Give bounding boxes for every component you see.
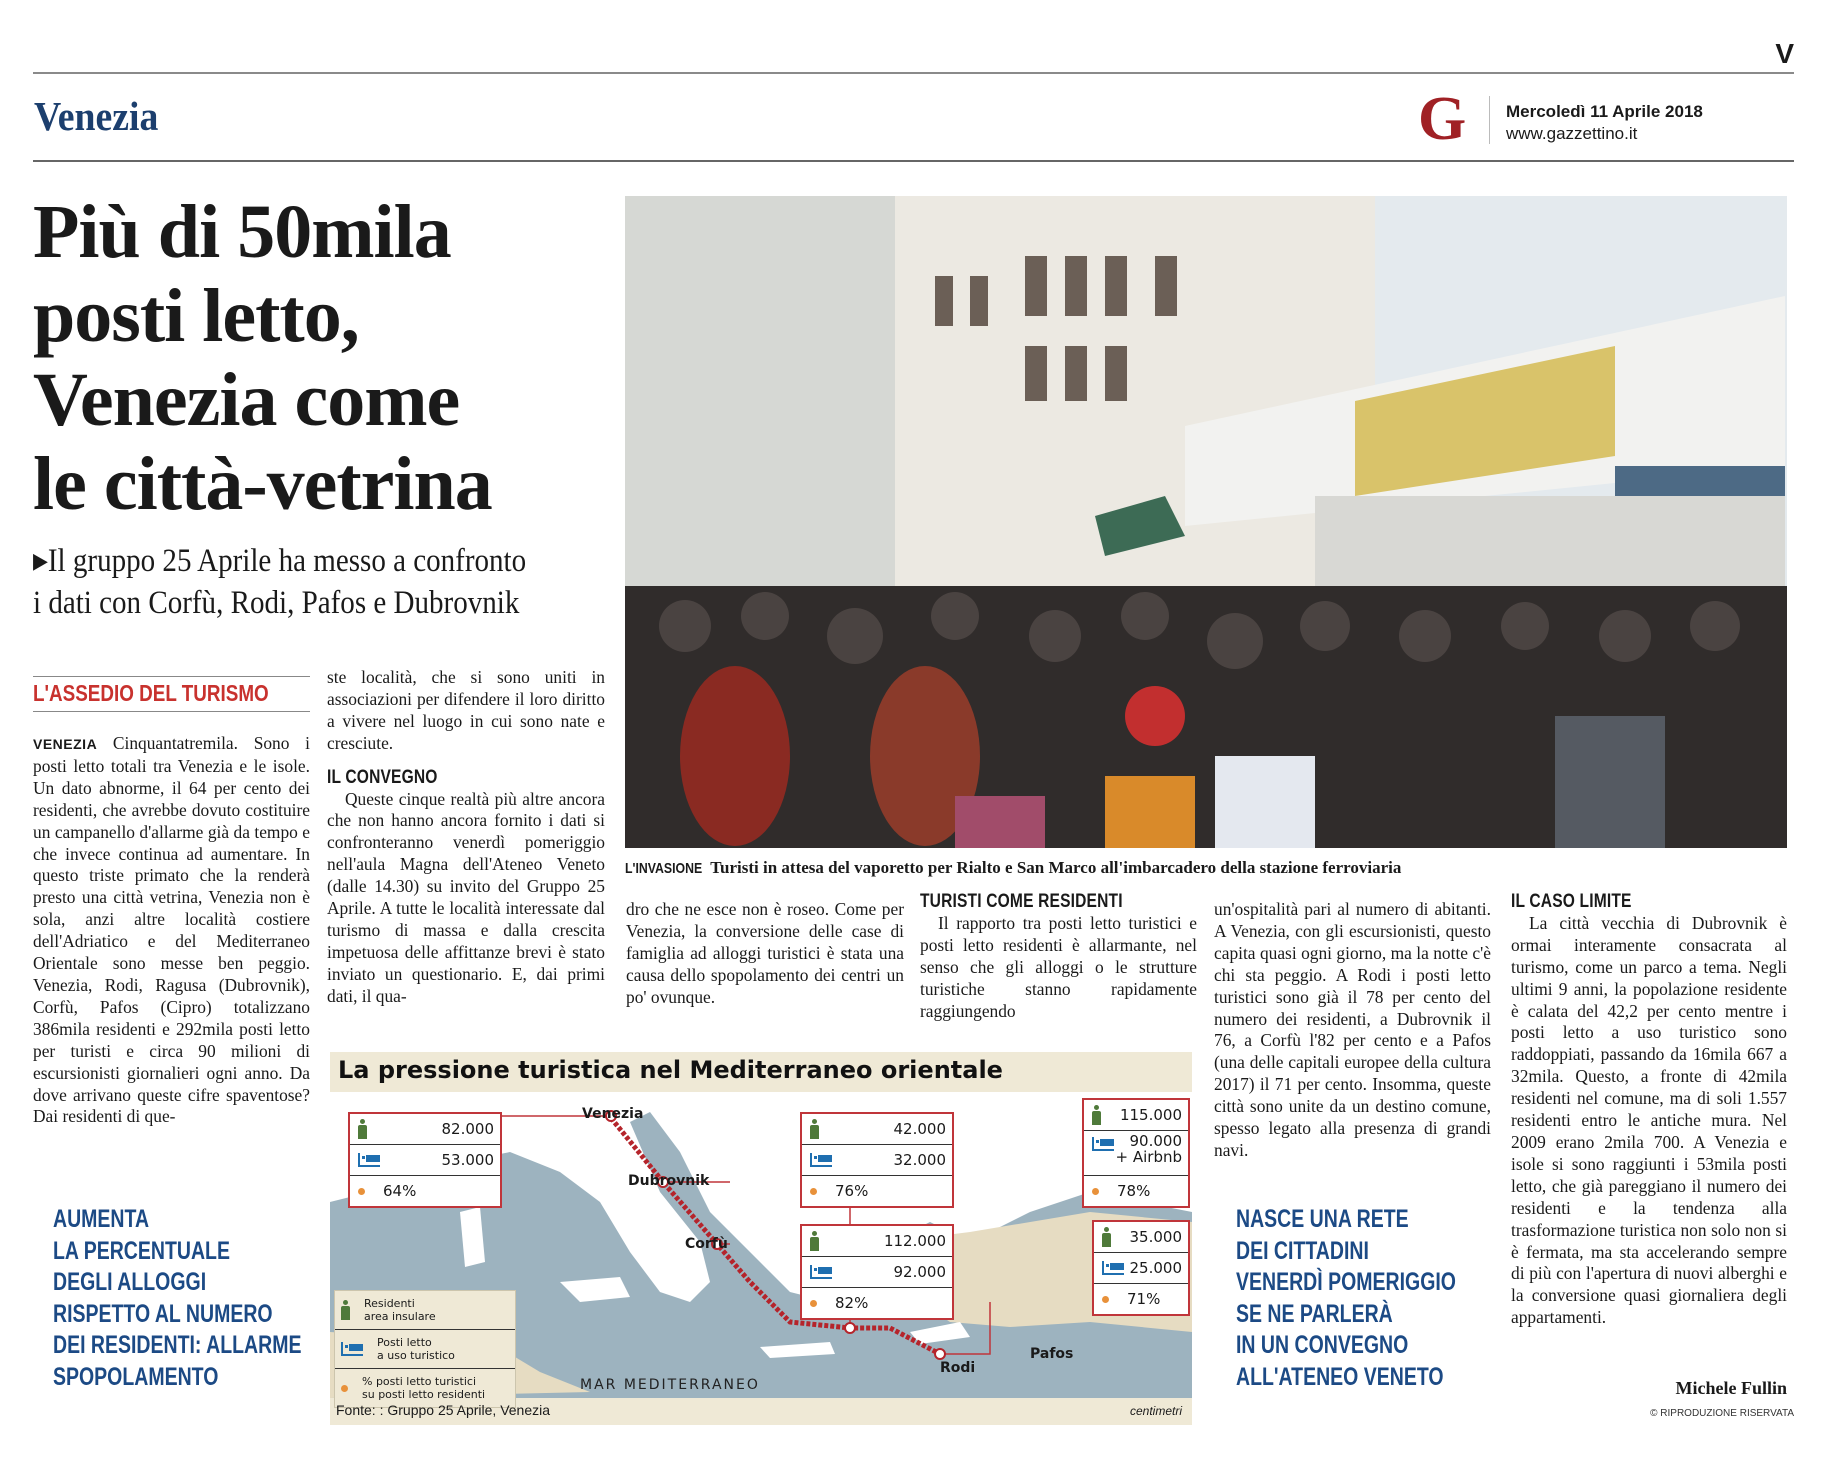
- bed-icon: [810, 1265, 832, 1279]
- subtitle-turisti-come-residenti: TURISTI COME RESIDENTI: [920, 891, 1123, 912]
- bed-icon: [358, 1153, 380, 1167]
- percent-value: 64%: [383, 1182, 417, 1200]
- pull-quote-line: SE NE PARLERÀ: [1236, 1299, 1393, 1328]
- beds-value: 92.000: [893, 1263, 946, 1281]
- triangle-bullet-icon: ▶: [33, 548, 48, 573]
- databox-venezia: [348, 1112, 502, 1208]
- percent-value: 71%: [1127, 1290, 1161, 1308]
- orange-dot-icon: [1102, 1296, 1109, 1303]
- bed-icon: [810, 1153, 832, 1167]
- article-column-1: [33, 733, 310, 1128]
- headline-line: posti letto,: [33, 274, 359, 358]
- article-column-4: [920, 891, 1197, 1022]
- subhead-line: Il gruppo 25 Aprile ha messo a confronto: [47, 543, 527, 579]
- body-text: dro che ne esce non è roseo. Come per Venezia, la conversione delle case di famiglia ad alloggi turistici è stata una causa dello spopolamento dei centri un po' ovunque.: [626, 899, 904, 1007]
- section-kicker: L'ASSEDIO DEL TURISMO: [33, 680, 269, 706]
- orange-dot-icon: [341, 1385, 348, 1392]
- percent-value: 76%: [835, 1182, 869, 1200]
- person-icon: [358, 1119, 367, 1139]
- article-column-5: [1214, 899, 1491, 1162]
- headline-line: Venezia come: [33, 358, 460, 442]
- byline: Michele Fullin: [1675, 1378, 1787, 1398]
- body-text: La città vecchia di Dubrovnik è ormai interamente consacrata al turismo, come un parco a tema. Negli ultimi 9 anni, la popolazione residente è calata del 42,2 per cento mentre i posti letto a uso turistico sono raddoppiati, passando da 16mila 667 a 32mila. Questo, a fronte di 42mila residenti nel comune, ma di soli 1.557 residenti entro le antiche mura. Nel 2009 erano 2mila 700. A Venezia e isole si sono raggiunti i 53mila posti letto, che già pareggiano il numero dei residenti e la tendenza alla trasformazione turistica non solo non si è fermata, ma sta accelerando sempre di più con l'apertura di nuovi alberghi e la conversione quasi giornaliera degli appartamenti.: [1511, 912, 1787, 1328]
- databox-rodi: [1082, 1098, 1190, 1208]
- body-text: Il rapporto tra posti letto turistici e posti letto residenti è allarmante, nel senso che gli alloggi o le strutture turistiche stanno rapidamente raggiungendo: [920, 912, 1197, 1021]
- caption-kicker: L'INVASIONE: [625, 860, 703, 877]
- headline-line: Più di 50mila: [33, 190, 451, 274]
- residents-value: 82.000: [441, 1120, 494, 1138]
- subtitle-il-convegno: IL CONVEGNO: [327, 766, 438, 788]
- photo-caption: [625, 858, 1401, 878]
- percent-value: 78%: [1117, 1182, 1151, 1200]
- header-bottom-rule: [33, 160, 1794, 162]
- subheadline: [33, 540, 552, 624]
- city-label-corfu: Corfù: [685, 1236, 728, 1252]
- article-column-6: [1511, 891, 1787, 1329]
- pull-quote-line: DEI CITTADINI: [1236, 1236, 1369, 1265]
- photo-illustration: [625, 196, 1787, 848]
- city-label-dubrovnik: Dubrovnik: [628, 1173, 710, 1189]
- residents-value: 115.000: [1119, 1106, 1182, 1124]
- pull-quote-line: NASCE UNA RETE: [1236, 1205, 1409, 1233]
- page-section-letter: V: [1775, 38, 1794, 69]
- legend-label: % posti letto turistici: [362, 1375, 477, 1388]
- pull-quote-line: AUMENTA: [53, 1205, 150, 1233]
- section-kicker-box: [33, 676, 310, 712]
- pull-quote-line: SPOPOLAMENTO: [53, 1362, 219, 1391]
- legend-label: a uso turistico: [377, 1349, 455, 1362]
- person-icon: [341, 1300, 350, 1320]
- subtitle-il-caso-limite: IL CASO LIMITE: [1511, 891, 1632, 912]
- pull-quote-right: [1236, 1204, 1456, 1393]
- orange-dot-icon: [810, 1300, 817, 1307]
- body-text: Queste cinque realtà più altre ancora che non hanno ancora fornito i dati si confronteranno venerdì pomeriggio nell'aula Magna dell'Ateneo Veneto (dalle 14.30) su invito del Gruppo 25 Aprile. A tutte le località interessate dal turismo di massa e dalla crescita impetuosa delle affittanze brevi è stato inviato un questionario. E, dai primi dati, il qua-: [327, 788, 605, 1006]
- node-pafos: [935, 1349, 945, 1359]
- pull-quote-line: DEGLI ALLOGGI: [53, 1268, 207, 1296]
- orange-dot-icon: [358, 1188, 365, 1195]
- issue-date: Mercoledì 11 Aprile 2018: [1506, 102, 1703, 121]
- orange-dot-icon: [810, 1188, 817, 1195]
- person-icon: [810, 1119, 819, 1139]
- person-icon: [810, 1231, 819, 1251]
- residents-value: 42.000: [893, 1120, 946, 1138]
- databox-dubrovnik: [800, 1112, 954, 1208]
- legend-label: su posti letto residenti: [362, 1388, 486, 1401]
- beds-value: 25.000: [1129, 1259, 1182, 1277]
- pull-quote-line: ALL'ATENEO VENETO: [1236, 1362, 1444, 1391]
- body-text: Cinquantatremila. Sono i posti letto totali tra Venezia e le isole. Un dato abnorme, il 64 per cento dei residenti, che avrebbe dovuto costituire un campanello d'allarme già da tempo e che invece continua ad aumentare. In questo triste primato che la renderà presto una città vetrina, Venezia non è sola, anzi altre località costiere dell'Adriatico e del Mediterraneo Orientale sono messe ben peggio. Venezia, Rodi, Ragusa (Dubrovnik), Corfù, Pafos (Cipro) totalizzano 386mila residenti e 292mila posti letto per turisti e circa 90 milioni di escursionisti giornalieri ogni anno. Da dove arrivano queste cifre spaventose? Dai residenti di que-: [33, 733, 310, 1127]
- legend-label: Residenti: [364, 1297, 415, 1310]
- person-icon: [1092, 1105, 1101, 1125]
- pull-quote-line: VENERDÌ POMERIGGIO: [1236, 1268, 1456, 1296]
- headline-line: le città-vetrina: [33, 442, 492, 526]
- dateline: VENEZIA: [33, 736, 98, 752]
- body-text: ste località, che si sono uniti in associazioni per difendere il loro diritto a vivere nel luogo in cui sono nate e cresciute.: [327, 667, 605, 753]
- article-column-2: [327, 667, 605, 1008]
- city-label-venezia: Venezia: [582, 1106, 644, 1122]
- infographic-title: La pressione turistica nel Mediterraneo orientale: [338, 1056, 1003, 1084]
- legend-label: area insulare: [364, 1310, 436, 1323]
- article-column-3: [626, 899, 904, 1009]
- top-rule: [33, 72, 1794, 74]
- pull-quote-left: [53, 1204, 301, 1393]
- bed-icon: [341, 1342, 363, 1356]
- section-title: Venezia: [34, 93, 159, 139]
- crowd-photo: [625, 196, 1787, 848]
- infographic-source: Fonte: : Gruppo 25 Aprile, Venezia: [336, 1402, 551, 1418]
- databox-corfu: [800, 1224, 954, 1320]
- databox-pafos: [1092, 1220, 1190, 1316]
- percent-value: 82%: [835, 1294, 869, 1312]
- infographic-credit: centimetri: [1129, 1404, 1182, 1418]
- masthead-separator: [1489, 96, 1490, 144]
- subhead-line: i dati con Corfù, Rodi, Pafos e Dubrovnik: [33, 585, 520, 621]
- beds-note: + Airbnb: [1115, 1148, 1182, 1166]
- infographic: [330, 1052, 1192, 1425]
- city-label-pafos: Pafos: [1030, 1346, 1074, 1362]
- orange-dot-icon: [1092, 1188, 1099, 1195]
- beds-value: 90.000: [1129, 1132, 1182, 1150]
- legend-label: Posti letto: [377, 1336, 432, 1349]
- body-text: un'ospitalità pari al numero di abitanti. A Venezia, con gli escursionisti, questo capita quasi ogni giorno, ma la notte c'è chi sta peggio. A Rodi i posti letto turistici sono già il 78 per cento del numero dei residenti, a Dubrovnik il 76, a Corfù l'82 per cento e a Pafos (una delle capitali europee della cultura 2017) il 71 per cento. Insomma, queste città sono unite da un destino comune, spesso legato alla presenza di grandi navi.: [1214, 899, 1491, 1160]
- infographic-legend: [334, 1290, 516, 1408]
- sea-label: MAR MEDITERRANEO: [580, 1377, 760, 1393]
- headline: [33, 190, 613, 526]
- legend-item: [335, 1291, 515, 1329]
- pull-quote-line: RISPETTO AL NUMERO: [53, 1299, 273, 1328]
- pull-quote-line: DEI RESIDENTI: ALLARME: [53, 1331, 302, 1359]
- copyright-notice: © RIPRODUZIONE RISERVATA: [1650, 1408, 1794, 1419]
- bed-icon: [1102, 1261, 1124, 1275]
- caption-text: Turisti in attesa del vaporetto per Rialto e San Marco all'imbarcadero della stazione ferroviaria: [710, 858, 1402, 877]
- beds-value: 53.000: [441, 1151, 494, 1169]
- bed-icon: [1092, 1137, 1114, 1151]
- residents-value: 35.000: [1129, 1228, 1182, 1246]
- person-icon: [1102, 1227, 1111, 1247]
- beds-value: 32.000: [893, 1151, 946, 1169]
- node-rodi: [845, 1323, 855, 1333]
- legend-item: [335, 1329, 515, 1368]
- website-link[interactable]: www.gazzettino.it: [1506, 124, 1638, 143]
- pull-quote-line: LA PERCENTUALE: [53, 1236, 230, 1265]
- city-label-rodi: Rodi: [940, 1360, 976, 1376]
- pull-quote-line: IN UN CONVEGNO: [1236, 1331, 1409, 1359]
- gazzettino-logo-icon: G: [1418, 85, 1467, 153]
- residents-value: 112.000: [883, 1232, 946, 1250]
